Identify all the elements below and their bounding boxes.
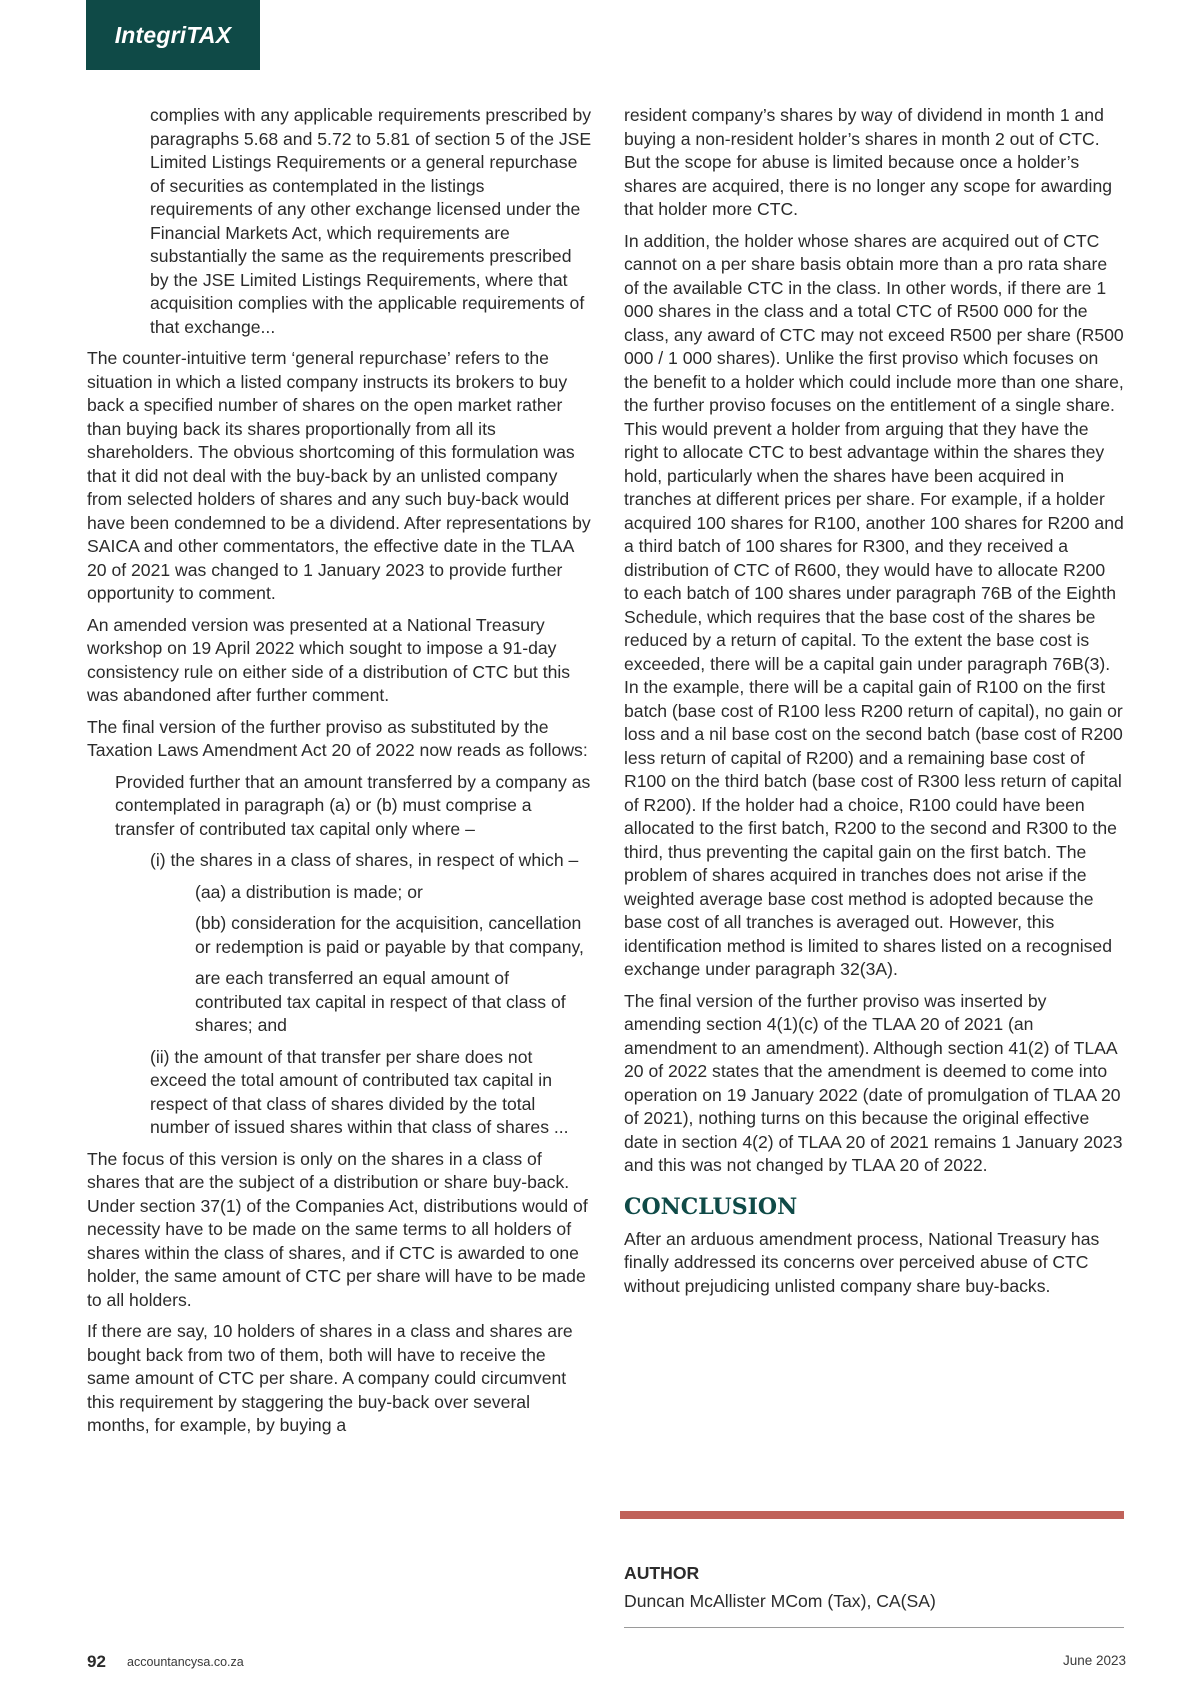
logo-text: IntegriTAX [114, 21, 232, 48]
quote-intro: Provided further that an amount transferred by a company as contemplated in paragraph (a) or (b) must comprise a transfer of contributed tax capital only where – [115, 771, 591, 839]
paragraph: The focus of this version is only on the shares in a class of shares that are the subject of a distribution or share buy-back. Under section 37(1) of the Companies Act, distributions would of necessity have to be made on the same terms to all holders of shares within the class of shares, and if CTC is awarded to one holder, the same amount of CTC per share will have to be made to all holders. [87, 1148, 588, 1310]
quote-item-aa: (aa) a distribution is made; or [195, 881, 423, 902]
paragraph: resident company’s shares by way of dividend in month 1 and buying a non-resident holder’s shares in month 2 out of CTC. But the scope for abuse is limited because once a holder’s shares are acquired, there is no longer any scope for awarding that holder more CTC. [624, 105, 1113, 219]
paragraph: If there are say, 10 holders of shares in a class and shares are bought back from two of them, both will have to receive the same amount of CTC per share. A company could circumvent this requirement by staggering the buy-back over several months, for example, by buying a [87, 1321, 573, 1435]
quote-item-i: (i) the shares in a class of shares, in respect of which – [150, 850, 579, 870]
author-label: AUTHOR [624, 1563, 700, 1583]
author-name: Duncan McAllister MCom (Tax), CA(SA) [624, 1591, 936, 1611]
author-divider [624, 1627, 1124, 1628]
issue-date: June 2023 [1062, 1653, 1126, 1668]
paragraph: The final version of the further proviso as substituted by the Taxation Laws Amendment Act 20 of 2022 now reads as follows: [87, 716, 588, 760]
paragraph: An amended version was presented at a National Treasury workshop on 19 April 2022 which sought to impose a 91-day consistency rule on either side of a distribution of CTC but this was abandoned after further comment. [87, 614, 571, 705]
paragraph: The counter-intuitive term ‘general repurchase’ refers to the situation in which a listed company instructs its brokers to buy back a specified number of shares on the open market rather than buying back its shares proportionally from all its shareholders. The obvious shortcoming of this formulation was that it did not deal with the buy-back by an unlisted company from selected holders of shares and any such buy-back would have been condemned to be a dividend. After representations by SAICA and other commentators, the effective date in the TLAA 20 of 2021 was changed to 1 January 2023 to provide further opportunity to comment. [87, 348, 591, 603]
paragraph: In addition, the holder whose shares are acquired out of CTC cannot on a per share basis obtain more than a pro rata share of the available CTC in the class. In other words, if there are 1 000 shares in the class and a total CTC of R500 000 for the class, any award of CTC may not exceed R500 per share (R500 000 / 1 000 shares). Unlike the first proviso which focuses on the benefit to a holder which could include more than one share, the further proviso focuses on the entitlement of a single share. This would prevent a holder from arguing that they have the right to allocate CTC to best advantage within the shares they hold, particularly when the shares have been acquired in tranches at different prices per share. For example, if a holder acquired 100 shares for R100, another 100 shares for R200 and a third batch of 100 shares for R300, and they received a distribution of CTC of R600, they would have to allocate R200 to each batch of 100 shares under paragraph 76B of the Eighth Schedule, which requires that the base cost of the shares be reduced by a return of capital. To the extent the base cost is exceeded, there will be a capital gain under paragraph 76B(3). In the example, there will be a capital gain of R100 on the first batch (base cost of R100 less R200 return of capital), no gain or loss and a nil base cost on the second batch (base cost of R200 less return of capital of R200) and a remaining base cost of R100 on the third batch (base cost of R300 less return of capital of R200). If the holder had a choice, R100 could have been allocated to the first batch, R200 to the second and R300 to the third, thus preventing the capital gain on the first batch. The problem of shares acquired in tranches does not arise if the weighted average base cost method is adopted because the base cost of all tranches is averaged out. However, this identification method is limited to shares listed on a recognised exchange under paragraph 32(3A). [624, 230, 1124, 979]
right-column [624, 104, 1124, 1306]
quote-each: are each transferred an equal amount of contributed tax capital in respect of that class of shares; and [195, 968, 566, 1035]
website-link[interactable]: accountancysa.co.za [127, 1655, 244, 1669]
logo-tab [86, 0, 260, 70]
quote-item-bb: (bb) consideration for the acquisition, cancellation or redemption is paid or payable by that company, [195, 913, 584, 957]
accent-divider [620, 1511, 1124, 1519]
paragraph: After an arduous amendment process, National Treasury has finally addressed its concerns over perceived abuse of CTC without prejudicing unlisted company share buy-backs. [624, 1228, 1100, 1296]
quote-item-ii: (ii) the amount of that transfer per share does not exceed the total amount of contributed tax capital in respect of that class of shares divided by the total number of issued shares within that class of shares ... [150, 1046, 569, 1137]
section-heading: CONCLUSION [624, 1193, 798, 1220]
paragraph: The final version of the further proviso was inserted by amending section 4(1)(c) of the TLAA 20 of 2021 (an amendment to an amendment). Although section 41(2) of TLAA 20 of 2022 states that the amendment is deemed to come into operation on 19 January 2022 (date of promulgation of TLAA 20 of 2021), nothing turns on this because the original effective date in section 4(2) of TLAA 20 of 2021 remains 1 January 2023 and this was not changed by TLAA 20 of 2022. [624, 990, 1123, 1175]
left-column [87, 104, 592, 1446]
quote-continued: complies with any applicable requirements prescribed by paragraphs 5.68 and 5.72 to 5.81 of section 5 of the JSE Limited Listings Requirements or a general repurchase of securities as contemplated in the listings requirements of any other exchange licensed under the Financial Markets Act, which requirements are substantially the same as the requirements prescribed by the JSE Limited Listings Requirements, where that acquisition complies with the applicable requirements of that exchange... [150, 105, 592, 337]
page-number: 92 [87, 1652, 106, 1671]
